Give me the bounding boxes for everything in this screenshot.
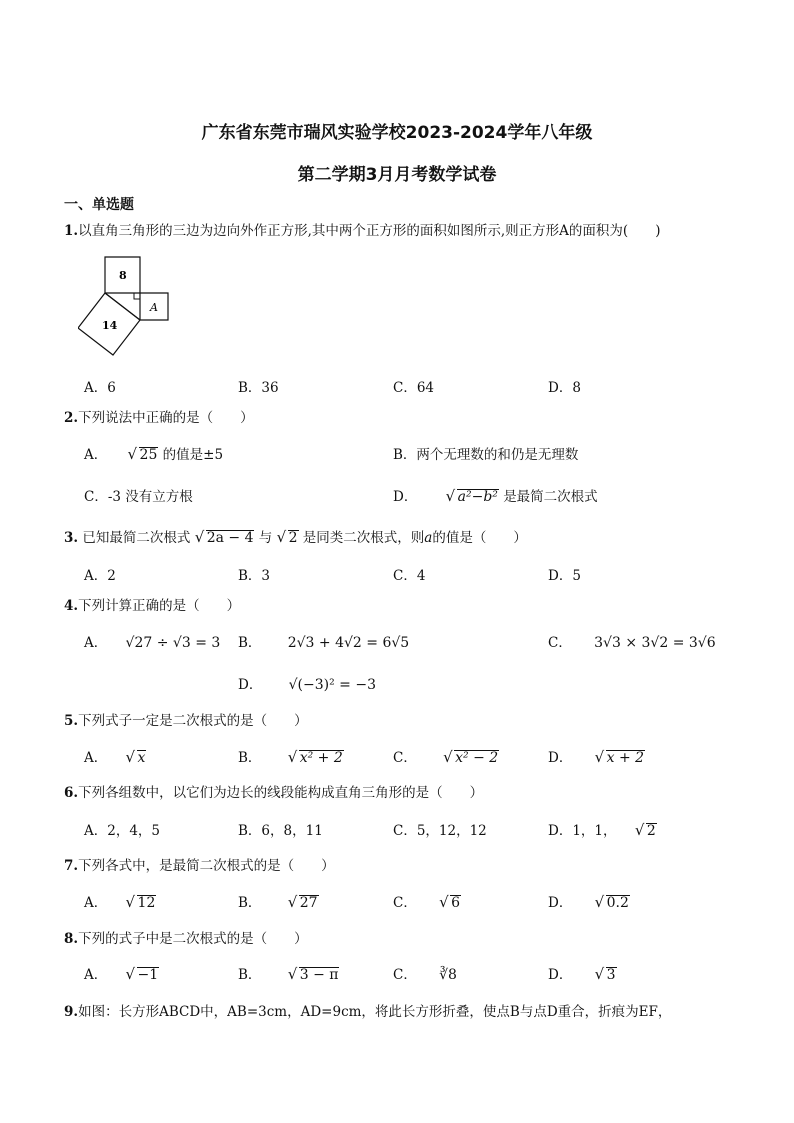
question-text: 下列式子一定是二次根式的是（ ） [78, 713, 308, 729]
q5-option-d[interactable] [548, 746, 645, 766]
question-text: 是同类二次根式，则 [302, 530, 425, 546]
radical [595, 967, 617, 983]
option-text: -3 没有立方根 [107, 489, 193, 505]
option-letter: D． [548, 967, 573, 983]
document-title-line-2: 第二学期3月月考数学试卷 [297, 165, 497, 185]
radicand: 3 [606, 967, 616, 983]
radical [446, 489, 499, 505]
question-text: 下列各组数中，以它们为边长的线段能构成直角三角形的是（ ） [78, 785, 484, 801]
radicand: x + 2 [606, 750, 645, 766]
radicand: x² + 2 [299, 750, 343, 766]
question-text: 下列计算正确的是（ ） [78, 598, 241, 614]
question-text: 下列的式子中是二次根式的是（ ） [78, 931, 308, 947]
radicand: 12 [137, 895, 156, 911]
q8-option-d[interactable] [548, 963, 617, 983]
radicand: a²−b² [457, 489, 498, 505]
q1-option-b[interactable]: B．36 [238, 380, 279, 396]
radical [126, 750, 147, 766]
variable: a [424, 530, 433, 546]
q2-option-b[interactable] [393, 443, 578, 463]
option-text: 是最简二次根式 [503, 489, 598, 505]
radicand: 2a − 4 [206, 530, 254, 546]
q2-option-c[interactable] [84, 485, 193, 505]
question-6 [64, 781, 483, 801]
option-letter: D． [548, 750, 573, 766]
option-letter: A． [84, 447, 108, 463]
option-letter: D． [548, 895, 573, 911]
option-letter: B． [238, 750, 262, 766]
radical [595, 750, 645, 766]
option-letter: B． [238, 895, 262, 911]
q7-option-d[interactable] [548, 891, 630, 911]
radical [126, 967, 160, 983]
option-letter: A． [84, 635, 108, 651]
option-letter: C． [393, 967, 417, 983]
radicand: −1 [137, 967, 159, 983]
option-math: √27 ÷ √3 = 3 [125, 635, 221, 651]
radical [443, 750, 499, 766]
option-math: √(−3)² = −3 [288, 677, 376, 693]
radicand: 2 [646, 823, 656, 839]
radical [595, 895, 630, 911]
question-text: 与 [258, 530, 273, 546]
question-8 [64, 927, 308, 947]
radical [288, 967, 340, 983]
section-heading: 一、单选题 [64, 197, 134, 213]
option-letter: C． [548, 635, 572, 651]
question-number: 4. [64, 598, 79, 614]
radicand: 27 [299, 895, 318, 911]
option-letter: C． [393, 895, 417, 911]
question-1 [64, 219, 660, 239]
q3-option-a[interactable]: A．2 [84, 568, 116, 584]
q4-option-a[interactable] [84, 631, 220, 651]
question-5 [64, 709, 308, 729]
option-math: 2√3 + 4√2 = 6√5 [287, 635, 410, 651]
q4-option-b[interactable] [238, 631, 409, 651]
option-letter: B． [238, 967, 262, 983]
label-8: 8 [119, 269, 127, 282]
question-text: 下列说法中正确的是（ ） [78, 410, 254, 426]
radicand: 0.2 [606, 895, 629, 911]
option-text: D．1，1， [548, 823, 617, 839]
radical [439, 895, 461, 911]
question-text: 下列各式中，是最简二次根式的是（ ） [78, 858, 335, 874]
option-letter: B． [393, 447, 417, 463]
question-number: 9. [64, 1004, 79, 1020]
label-a: A [150, 301, 158, 314]
question-4 [64, 594, 240, 614]
radical [128, 447, 159, 463]
q3-option-b[interactable]: B．3 [238, 568, 271, 584]
q5-option-a[interactable] [84, 746, 146, 766]
q1-option-c[interactable]: C．64 [393, 380, 435, 396]
radical [635, 823, 657, 839]
q7-option-b[interactable] [238, 891, 319, 911]
q5-option-b[interactable] [238, 746, 344, 766]
q8-option-b[interactable] [238, 963, 339, 983]
option-math: ∛8 [439, 967, 457, 983]
option-letter: C． [393, 750, 417, 766]
q6-option-b[interactable]: B．6，8，11 [238, 823, 323, 839]
radicand: x² − 2 [455, 750, 499, 766]
option-letter: C． [84, 489, 108, 505]
question-7 [64, 854, 335, 874]
q5-option-c[interactable] [393, 746, 499, 766]
question-text: 如图：长方形ABCD中，AB=3cm，AD=9cm，将此长方形折叠，使点B与点D重合，折痕为EF， [78, 1004, 672, 1020]
q4-option-c[interactable] [548, 631, 716, 651]
radical [126, 895, 157, 911]
q6-option-a[interactable]: A．2，4，5 [84, 823, 161, 839]
q2-option-a[interactable] [84, 443, 223, 463]
question-number: 3. [64, 530, 79, 546]
radical [288, 895, 319, 911]
radicand: 6 [451, 895, 461, 911]
q4-option-d[interactable] [238, 673, 376, 693]
option-letter: B． [238, 635, 262, 651]
question-text: 以直角三角形的三边为边向外作正方形,其中两个正方形的面积如图所示,则正方形A的面积为( ) [78, 223, 661, 239]
q8-option-a[interactable] [84, 963, 159, 983]
question-number: 7. [64, 858, 79, 874]
document-title-line-1: 广东省东莞市瑞风实验学校2023-2024学年八年级 [201, 123, 593, 143]
question-2 [64, 406, 254, 426]
q3-option-c[interactable]: C．4 [393, 568, 426, 584]
label-14: 14 [102, 319, 118, 332]
q1-option-d[interactable]: D．8 [548, 380, 581, 396]
q7-option-a[interactable] [84, 891, 156, 911]
q6-option-d[interactable] [548, 819, 657, 839]
question-9 [64, 1000, 671, 1020]
option-letter: A． [84, 967, 108, 983]
q2-option-d[interactable] [393, 485, 598, 505]
option-letter: A． [84, 750, 108, 766]
q8-option-c[interactable] [393, 963, 457, 983]
question-3 [64, 526, 527, 546]
option-text: 两个无理数的和仍是无理数 [416, 447, 579, 463]
q3-option-d[interactable]: D．5 [548, 568, 581, 584]
question-text: 的值是（ ） [432, 530, 527, 546]
option-letter: D． [238, 677, 263, 693]
option-math: 3√3 × 3√2 = 3√6 [594, 635, 716, 651]
option-letter: A． [84, 895, 108, 911]
question-text: 已知最简二次根式 [82, 530, 191, 546]
question-number: 8. [64, 931, 79, 947]
radicand: 3 − π [299, 967, 339, 983]
q1-option-a[interactable]: A．6 [84, 380, 116, 396]
option-letter: D． [393, 489, 418, 505]
q6-option-c[interactable]: C．5，12，12 [393, 823, 487, 839]
radical [277, 530, 299, 546]
radicand: 25 [139, 447, 158, 463]
radicand: x [137, 750, 146, 766]
question-number: 1. [64, 223, 79, 239]
question-number: 5. [64, 713, 79, 729]
radical [288, 750, 344, 766]
question-number: 2. [64, 410, 79, 426]
question-number: 6. [64, 785, 79, 801]
option-text: 的值是±5 [162, 447, 224, 463]
radical [195, 530, 255, 546]
squares-figure [78, 254, 178, 358]
q7-option-c[interactable] [393, 891, 461, 911]
radicand: 2 [288, 530, 298, 546]
